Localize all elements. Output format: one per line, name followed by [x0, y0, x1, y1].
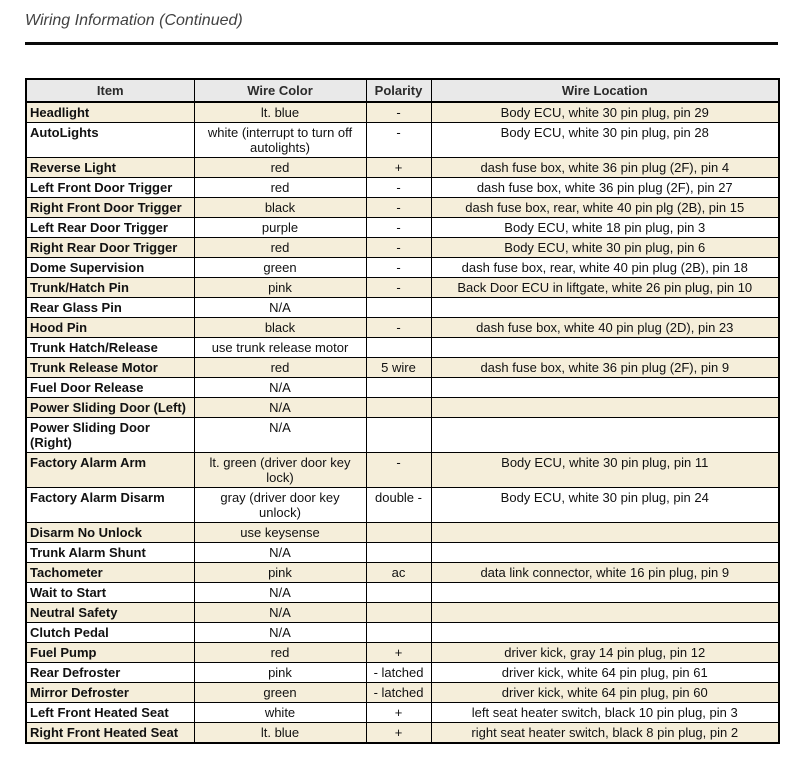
- wire-location-cell: Body ECU, white 30 pin plug, pin 29: [431, 102, 779, 123]
- item-cell: Power Sliding Door (Left): [26, 398, 194, 418]
- polarity-cell: [366, 338, 431, 358]
- wire-color-cell: black: [194, 198, 366, 218]
- polarity-cell: [366, 523, 431, 543]
- wire-location-cell: [431, 543, 779, 563]
- item-cell: Trunk Hatch/Release: [26, 338, 194, 358]
- wire-location-cell: dash fuse box, white 36 pin plug (2F), pin 27: [431, 178, 779, 198]
- wire-location-cell: [431, 298, 779, 318]
- table-row: [26, 418, 779, 453]
- item-cell: Disarm No Unlock: [26, 523, 194, 543]
- wire-location-cell: Body ECU, white 30 pin plug, pin 28: [431, 123, 779, 158]
- wire-color-cell: use keysense: [194, 523, 366, 543]
- table-row: [26, 603, 779, 623]
- wire-location-cell: driver kick, gray 14 pin plug, pin 12: [431, 643, 779, 663]
- table-row: [26, 683, 779, 703]
- polarity-cell: +: [366, 643, 431, 663]
- wire-color-cell: gray (driver door key unlock): [194, 488, 366, 523]
- polarity-cell: [366, 583, 431, 603]
- item-cell: Rear Glass Pin: [26, 298, 194, 318]
- wire-color-cell: N/A: [194, 583, 366, 603]
- wire-color-cell: N/A: [194, 543, 366, 563]
- table-row: [26, 158, 779, 178]
- column-header-polarity: Polarity: [366, 79, 431, 102]
- wire-location-cell: [431, 398, 779, 418]
- table-row: [26, 703, 779, 723]
- wire-color-cell: N/A: [194, 623, 366, 643]
- polarity-cell: [366, 378, 431, 398]
- wire-location-cell: dash fuse box, rear, white 40 pin plug (2B), pin 18: [431, 258, 779, 278]
- item-cell: Fuel Door Release: [26, 378, 194, 398]
- wire-location-cell: dash fuse box, rear, white 40 pin plg (2B), pin 15: [431, 198, 779, 218]
- item-cell: Fuel Pump: [26, 643, 194, 663]
- item-cell: Right Front Door Trigger: [26, 198, 194, 218]
- item-cell: Left Front Heated Seat: [26, 703, 194, 723]
- table-row: [26, 123, 779, 158]
- item-cell: Left Rear Door Trigger: [26, 218, 194, 238]
- wire-color-cell: red: [194, 238, 366, 258]
- wire-color-cell: white: [194, 703, 366, 723]
- table-row: [26, 643, 779, 663]
- polarity-cell: -: [366, 278, 431, 298]
- polarity-cell: double -: [366, 488, 431, 523]
- table-row: [26, 523, 779, 543]
- item-cell: Right Front Heated Seat: [26, 723, 194, 744]
- wire-location-cell: left seat heater switch, black 10 pin plug, pin 3: [431, 703, 779, 723]
- table-body: [26, 102, 779, 743]
- wire-color-cell: pink: [194, 663, 366, 683]
- polarity-cell: -: [366, 178, 431, 198]
- wire-color-cell: red: [194, 358, 366, 378]
- table-row: [26, 378, 779, 398]
- item-cell: Neutral Safety: [26, 603, 194, 623]
- wire-location-cell: [431, 338, 779, 358]
- column-header-item: Item: [26, 79, 194, 102]
- item-cell: Factory Alarm Arm: [26, 453, 194, 488]
- wire-color-cell: black: [194, 318, 366, 338]
- wire-location-cell: right seat heater switch, black 8 pin plug, pin 2: [431, 723, 779, 744]
- wire-color-cell: red: [194, 643, 366, 663]
- polarity-cell: +: [366, 703, 431, 723]
- item-cell: Right Rear Door Trigger: [26, 238, 194, 258]
- wire-color-cell: pink: [194, 278, 366, 298]
- table-row: [26, 238, 779, 258]
- item-cell: Trunk Release Motor: [26, 358, 194, 378]
- wire-location-cell: dash fuse box, white 36 pin plug (2F), pin 4: [431, 158, 779, 178]
- column-header-wire-color: Wire Color: [194, 79, 366, 102]
- table-row: [26, 623, 779, 643]
- table-row: [26, 723, 779, 744]
- item-cell: Dome Supervision: [26, 258, 194, 278]
- polarity-cell: -: [366, 218, 431, 238]
- wire-color-cell: use trunk release motor: [194, 338, 366, 358]
- wire-color-cell: white (interrupt to turn off autolights): [194, 123, 366, 158]
- item-cell: Clutch Pedal: [26, 623, 194, 643]
- table-row: [26, 298, 779, 318]
- column-header-wire-location: Wire Location: [431, 79, 779, 102]
- item-cell: Factory Alarm Disarm: [26, 488, 194, 523]
- wire-location-cell: [431, 523, 779, 543]
- item-cell: Trunk/Hatch Pin: [26, 278, 194, 298]
- table-row: [26, 258, 779, 278]
- wire-location-cell: Body ECU, white 30 pin plug, pin 6: [431, 238, 779, 258]
- wire-location-cell: [431, 603, 779, 623]
- item-cell: Mirror Defroster: [26, 683, 194, 703]
- table-row: [26, 453, 779, 488]
- wire-location-cell: dash fuse box, white 36 pin plug (2F), pin 9: [431, 358, 779, 378]
- table-row: [26, 488, 779, 523]
- polarity-cell: [366, 398, 431, 418]
- page-title: Wiring Information (Continued): [25, 12, 243, 29]
- polarity-cell: [366, 418, 431, 453]
- item-cell: Tachometer: [26, 563, 194, 583]
- wire-location-cell: driver kick, white 64 pin plug, pin 61: [431, 663, 779, 683]
- item-cell: AutoLights: [26, 123, 194, 158]
- table-row: [26, 663, 779, 683]
- polarity-cell: -: [366, 198, 431, 218]
- table-row: [26, 358, 779, 378]
- wire-color-cell: N/A: [194, 603, 366, 623]
- table-row: [26, 398, 779, 418]
- polarity-cell: - latched: [366, 683, 431, 703]
- wire-color-cell: purple: [194, 218, 366, 238]
- polarity-cell: [366, 543, 431, 563]
- wiring-table: [25, 78, 780, 744]
- item-cell: Reverse Light: [26, 158, 194, 178]
- wire-color-cell: pink: [194, 563, 366, 583]
- wire-location-cell: [431, 418, 779, 453]
- wire-color-cell: N/A: [194, 418, 366, 453]
- item-cell: Headlight: [26, 102, 194, 123]
- wire-color-cell: lt. blue: [194, 723, 366, 744]
- polarity-cell: -: [366, 453, 431, 488]
- polarity-cell: -: [366, 238, 431, 258]
- wire-location-cell: [431, 378, 779, 398]
- wire-color-cell: green: [194, 683, 366, 703]
- item-cell: Hood Pin: [26, 318, 194, 338]
- polarity-cell: - latched: [366, 663, 431, 683]
- wire-location-cell: Body ECU, white 30 pin plug, pin 11: [431, 453, 779, 488]
- table-row: [26, 102, 779, 123]
- table-row: [26, 318, 779, 338]
- polarity-cell: -: [366, 258, 431, 278]
- table-row: [26, 543, 779, 563]
- item-cell: Wait to Start: [26, 583, 194, 603]
- title-divider: [25, 42, 778, 45]
- polarity-cell: 5 wire: [366, 358, 431, 378]
- wire-color-cell: lt. blue: [194, 102, 366, 123]
- polarity-cell: ac: [366, 563, 431, 583]
- table-row: [26, 278, 779, 298]
- table-row: [26, 178, 779, 198]
- polarity-cell: [366, 298, 431, 318]
- polarity-cell: -: [366, 123, 431, 158]
- polarity-cell: [366, 603, 431, 623]
- item-cell: Trunk Alarm Shunt: [26, 543, 194, 563]
- table-row: [26, 198, 779, 218]
- wire-color-cell: lt. green (driver door key lock): [194, 453, 366, 488]
- wire-location-cell: Body ECU, white 18 pin plug, pin 3: [431, 218, 779, 238]
- table-row: [26, 583, 779, 603]
- polarity-cell: -: [366, 318, 431, 338]
- wire-location-cell: Body ECU, white 30 pin plug, pin 24: [431, 488, 779, 523]
- wire-color-cell: N/A: [194, 378, 366, 398]
- wire-location-cell: [431, 623, 779, 643]
- wire-location-cell: data link connector, white 16 pin plug, pin 9: [431, 563, 779, 583]
- wire-color-cell: green: [194, 258, 366, 278]
- wire-color-cell: red: [194, 158, 366, 178]
- wire-location-cell: driver kick, white 64 pin plug, pin 60: [431, 683, 779, 703]
- wire-location-cell: Back Door ECU in liftgate, white 26 pin plug, pin 10: [431, 278, 779, 298]
- wire-color-cell: N/A: [194, 298, 366, 318]
- polarity-cell: [366, 623, 431, 643]
- polarity-cell: +: [366, 723, 431, 744]
- table-row: [26, 563, 779, 583]
- wire-location-cell: dash fuse box, white 40 pin plug (2D), pin 23: [431, 318, 779, 338]
- wire-location-cell: [431, 583, 779, 603]
- table-header-row: [26, 79, 779, 102]
- table-row: [26, 218, 779, 238]
- table-row: [26, 338, 779, 358]
- polarity-cell: +: [366, 158, 431, 178]
- polarity-cell: -: [366, 102, 431, 123]
- wire-color-cell: N/A: [194, 398, 366, 418]
- item-cell: Left Front Door Trigger: [26, 178, 194, 198]
- wire-color-cell: red: [194, 178, 366, 198]
- item-cell: Power Sliding Door (Right): [26, 418, 194, 453]
- item-cell: Rear Defroster: [26, 663, 194, 683]
